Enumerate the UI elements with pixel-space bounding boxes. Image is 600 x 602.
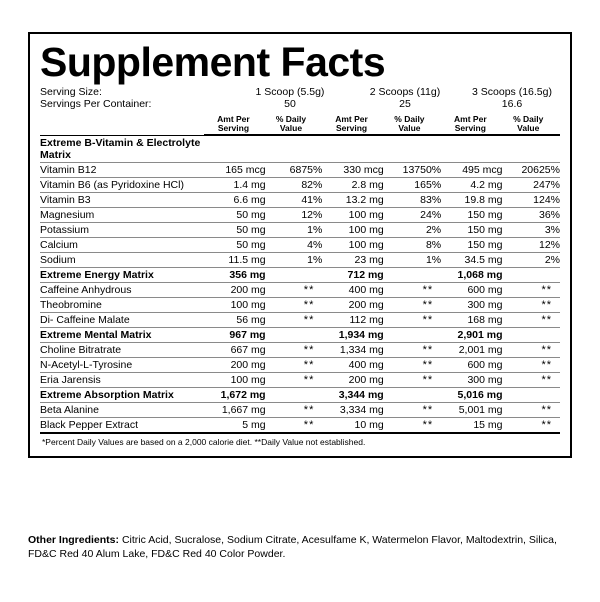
section-amt-3: 2,901 mg <box>441 327 502 342</box>
row-amt-1: 100 mg <box>204 297 265 312</box>
header-amount2-line1: Amt Per <box>335 114 368 124</box>
row-amt-3: 19.8 mg <box>441 192 502 207</box>
serving-column-1 <box>230 86 350 110</box>
section-dv-1 <box>266 387 323 402</box>
row-dv-2: ** <box>384 282 441 297</box>
section-dv-2 <box>384 267 441 282</box>
row-amt-2: 13.2 mg <box>322 192 383 207</box>
table-row <box>40 252 560 267</box>
section-dv-2 <box>384 135 441 162</box>
header-daily2-line1: % Daily <box>394 114 425 124</box>
header-amount3-line1: Amt Per <box>454 114 487 124</box>
table-row <box>40 402 560 417</box>
row-dv-3: 124% <box>503 192 561 207</box>
table-row <box>40 177 560 192</box>
row-dv-2: ** <box>384 417 441 433</box>
row-amt-1: 667 mg <box>204 342 265 357</box>
row-dv-1: 6875% <box>266 162 323 177</box>
serving-info <box>40 86 560 112</box>
row-dv-3: 20625% <box>503 162 561 177</box>
row-amt-1: 1,667 mg <box>204 402 265 417</box>
row-amt-3: 168 mg <box>441 312 502 327</box>
header-daily3-line1: % Daily <box>513 114 544 124</box>
row-amt-3: 2,001 mg <box>441 342 502 357</box>
section-name: Extreme Absorption Matrix <box>40 387 204 402</box>
row-amt-1: 50 mg <box>204 207 265 222</box>
header-daily2-line2: Value <box>398 123 421 133</box>
servings-count-1: 50 <box>284 98 296 110</box>
row-dv-3: ** <box>503 312 561 327</box>
row-amt-2: 100 mg <box>322 222 383 237</box>
supplement-facts-panel <box>28 32 572 458</box>
header-daily-2 <box>384 114 441 135</box>
row-amt-3: 600 mg <box>441 282 502 297</box>
table-section-header <box>40 327 560 342</box>
header-amount-line1: Amt Per <box>217 114 250 124</box>
row-amt-2: 10 mg <box>322 417 383 433</box>
header-daily-line1: % Daily <box>275 114 307 124</box>
row-dv-1: 1% <box>266 252 323 267</box>
row-name: Beta Alanine <box>40 402 204 417</box>
section-dv-3 <box>503 387 561 402</box>
table-row <box>40 342 560 357</box>
serving-column-2 <box>345 86 465 110</box>
row-dv-3: 3% <box>503 222 561 237</box>
row-dv-3: ** <box>503 357 561 372</box>
other-ingredients-text: Citric Acid, Sucralose, Sodium Citrate, Acesulfame K, Watermelon Flavor, Maltodextrin, Silica, FD&C Red 40 Alum Lake, FD&C Red 40 Color Powder. <box>28 534 557 560</box>
table-row <box>40 222 560 237</box>
table-row <box>40 357 560 372</box>
section-amt-1: 967 mg <box>204 327 265 342</box>
section-name: Extreme Energy Matrix <box>40 267 204 282</box>
row-amt-2: 200 mg <box>322 297 383 312</box>
row-amt-1: 56 mg <box>204 312 265 327</box>
row-dv-1: 12% <box>266 207 323 222</box>
row-dv-1: 41% <box>266 192 323 207</box>
row-amt-2: 2.8 mg <box>322 177 383 192</box>
row-dv-1: ** <box>266 357 323 372</box>
row-amt-2: 400 mg <box>322 282 383 297</box>
row-name: Magnesium <box>40 207 204 222</box>
row-amt-2: 100 mg <box>322 237 383 252</box>
table-section-header <box>40 267 560 282</box>
row-amt-3: 15 mg <box>441 417 502 433</box>
row-amt-3: 150 mg <box>441 237 502 252</box>
row-amt-1: 50 mg <box>204 222 265 237</box>
section-dv-1 <box>266 267 323 282</box>
header-amount-2 <box>322 114 383 135</box>
section-dv-3 <box>503 135 561 162</box>
row-dv-1: ** <box>266 372 323 387</box>
serving-size-value-2: 2 Scoops (11g) <box>369 86 441 98</box>
row-dv-3: ** <box>503 402 561 417</box>
row-dv-2: ** <box>384 372 441 387</box>
table-row <box>40 207 560 222</box>
row-name: Di- Caffeine Malate <box>40 312 204 327</box>
row-name: Eria Jarensis <box>40 372 204 387</box>
header-amount2-line2: Serving <box>335 123 368 133</box>
row-dv-1: ** <box>266 417 323 433</box>
row-amt-3: 150 mg <box>441 207 502 222</box>
row-amt-3: 600 mg <box>441 357 502 372</box>
row-amt-1: 11.5 mg <box>204 252 265 267</box>
row-dv-2: 2% <box>384 222 441 237</box>
row-dv-1: ** <box>266 402 323 417</box>
row-amt-3: 495 mcg <box>441 162 502 177</box>
servings-count-3: 16.6 <box>501 98 523 110</box>
table-section-header <box>40 135 560 162</box>
table-row <box>40 192 560 207</box>
row-dv-3: ** <box>503 417 561 433</box>
header-daily-3 <box>503 114 561 135</box>
table-row <box>40 282 560 297</box>
row-dv-2: ** <box>384 312 441 327</box>
row-dv-1: ** <box>266 297 323 312</box>
row-name: Black Pepper Extract <box>40 417 204 433</box>
servings-per-container-label: Servings Per Container: <box>40 98 152 110</box>
header-blank <box>40 114 204 135</box>
section-amt-2: 1,934 mg <box>322 327 383 342</box>
table-row <box>40 312 560 327</box>
row-amt-1: 5 mg <box>204 417 265 433</box>
table-section-header <box>40 387 560 402</box>
serving-column-3 <box>452 86 572 110</box>
row-amt-2: 112 mg <box>322 312 383 327</box>
row-dv-1: 82% <box>266 177 323 192</box>
serving-size-value-3: 3 Scoops (16.5g) <box>472 86 552 98</box>
section-amt-2: 3,344 mg <box>322 387 383 402</box>
row-amt-1: 200 mg <box>204 357 265 372</box>
daily-value-footnote: *Percent Daily Values are based on a 2,000 calorie diet. **Daily Value not established. <box>42 436 366 447</box>
header-daily3-line2: Value <box>517 123 540 133</box>
row-dv-3: 2% <box>503 252 561 267</box>
row-amt-2: 100 mg <box>322 207 383 222</box>
row-amt-2: 330 mcg <box>322 162 383 177</box>
row-dv-3: ** <box>503 282 561 297</box>
section-amt-2 <box>322 135 383 162</box>
row-amt-3: 5,001 mg <box>441 402 502 417</box>
row-name: Calcium <box>40 237 204 252</box>
panel-title: Supplement Facts <box>40 39 386 85</box>
servings-count-2: 25 <box>399 98 411 110</box>
row-name: Vitamin B3 <box>40 192 204 207</box>
header-amount3-line2: Serving <box>454 123 486 133</box>
section-amt-3: 5,016 mg <box>441 387 502 402</box>
table-row <box>40 372 560 387</box>
row-dv-3: 36% <box>503 207 561 222</box>
serving-size-label: Serving Size: <box>40 86 102 98</box>
row-amt-3: 4.2 mg <box>441 177 502 192</box>
row-name: Choline Bitratrate <box>40 342 204 357</box>
row-amt-2: 1,334 mg <box>322 342 383 357</box>
table-row <box>40 162 560 177</box>
table-row <box>40 417 560 433</box>
row-dv-3: ** <box>503 372 561 387</box>
other-ingredients <box>28 533 576 561</box>
header-amount-3 <box>441 114 502 135</box>
row-name: Caffeine Anhydrous <box>40 282 204 297</box>
row-name: Theobromine <box>40 297 204 312</box>
section-amt-3: 1,068 mg <box>441 267 502 282</box>
row-dv-3: 247% <box>503 177 561 192</box>
row-dv-1: ** <box>266 342 323 357</box>
row-dv-2: 83% <box>384 192 441 207</box>
header-amount-1 <box>204 114 265 135</box>
row-dv-3: ** <box>503 342 561 357</box>
row-amt-3: 300 mg <box>441 297 502 312</box>
row-dv-1: ** <box>266 312 323 327</box>
row-amt-1: 50 mg <box>204 237 265 252</box>
row-dv-1: 1% <box>266 222 323 237</box>
header-daily-1 <box>266 114 323 135</box>
row-amt-1: 100 mg <box>204 372 265 387</box>
section-amt-1: 1,672 mg <box>204 387 265 402</box>
row-amt-3: 34.5 mg <box>441 252 502 267</box>
row-name: Sodium <box>40 252 204 267</box>
section-amt-2: 712 mg <box>322 267 383 282</box>
row-name: Vitamin B6 (as Pyridoxine HCl) <box>40 177 204 192</box>
other-ingredients-label: Other Ingredients: <box>28 534 120 546</box>
row-amt-2: 3,334 mg <box>322 402 383 417</box>
table-header-row <box>40 114 560 135</box>
table-row <box>40 297 560 312</box>
row-amt-1: 1.4 mg <box>204 177 265 192</box>
row-dv-2: 24% <box>384 207 441 222</box>
row-dv-2: 1% <box>384 252 441 267</box>
row-name: N-Acetyl-L-Tyrosine <box>40 357 204 372</box>
section-name: Extreme B-Vitamin & Electrolyte Matrix <box>40 135 204 162</box>
table-row <box>40 237 560 252</box>
nutrition-table <box>40 114 560 434</box>
row-amt-3: 150 mg <box>441 222 502 237</box>
row-dv-2: 165% <box>384 177 441 192</box>
section-amt-1: 356 mg <box>204 267 265 282</box>
row-amt-2: 23 mg <box>322 252 383 267</box>
row-dv-2: ** <box>384 342 441 357</box>
section-dv-1 <box>266 327 323 342</box>
row-amt-2: 200 mg <box>322 372 383 387</box>
row-amt-3: 300 mg <box>441 372 502 387</box>
section-dv-2 <box>384 387 441 402</box>
row-name: Vitamin B12 <box>40 162 204 177</box>
row-name: Potassium <box>40 222 204 237</box>
row-amt-1: 6.6 mg <box>204 192 265 207</box>
section-amt-3 <box>441 135 502 162</box>
row-dv-3: 12% <box>503 237 561 252</box>
header-amount-line2: Serving <box>217 123 250 133</box>
section-dv-3 <box>503 267 561 282</box>
section-name: Extreme Mental Matrix <box>40 327 204 342</box>
section-dv-2 <box>384 327 441 342</box>
serving-size-value-1: 1 Scoop (5.5g) <box>255 86 325 98</box>
row-dv-2: ** <box>384 357 441 372</box>
row-amt-1: 200 mg <box>204 282 265 297</box>
row-dv-1: ** <box>266 282 323 297</box>
row-amt-2: 400 mg <box>322 357 383 372</box>
row-dv-2: ** <box>384 402 441 417</box>
row-dv-3: ** <box>503 297 561 312</box>
section-dv-3 <box>503 327 561 342</box>
row-amt-1: 165 mcg <box>204 162 265 177</box>
section-dv-1 <box>266 135 323 162</box>
row-dv-1: 4% <box>266 237 323 252</box>
section-amt-1 <box>204 135 265 162</box>
row-dv-2: ** <box>384 297 441 312</box>
row-dv-2: 8% <box>384 237 441 252</box>
header-daily-line2: Value <box>279 123 303 133</box>
row-dv-2: 13750% <box>384 162 441 177</box>
